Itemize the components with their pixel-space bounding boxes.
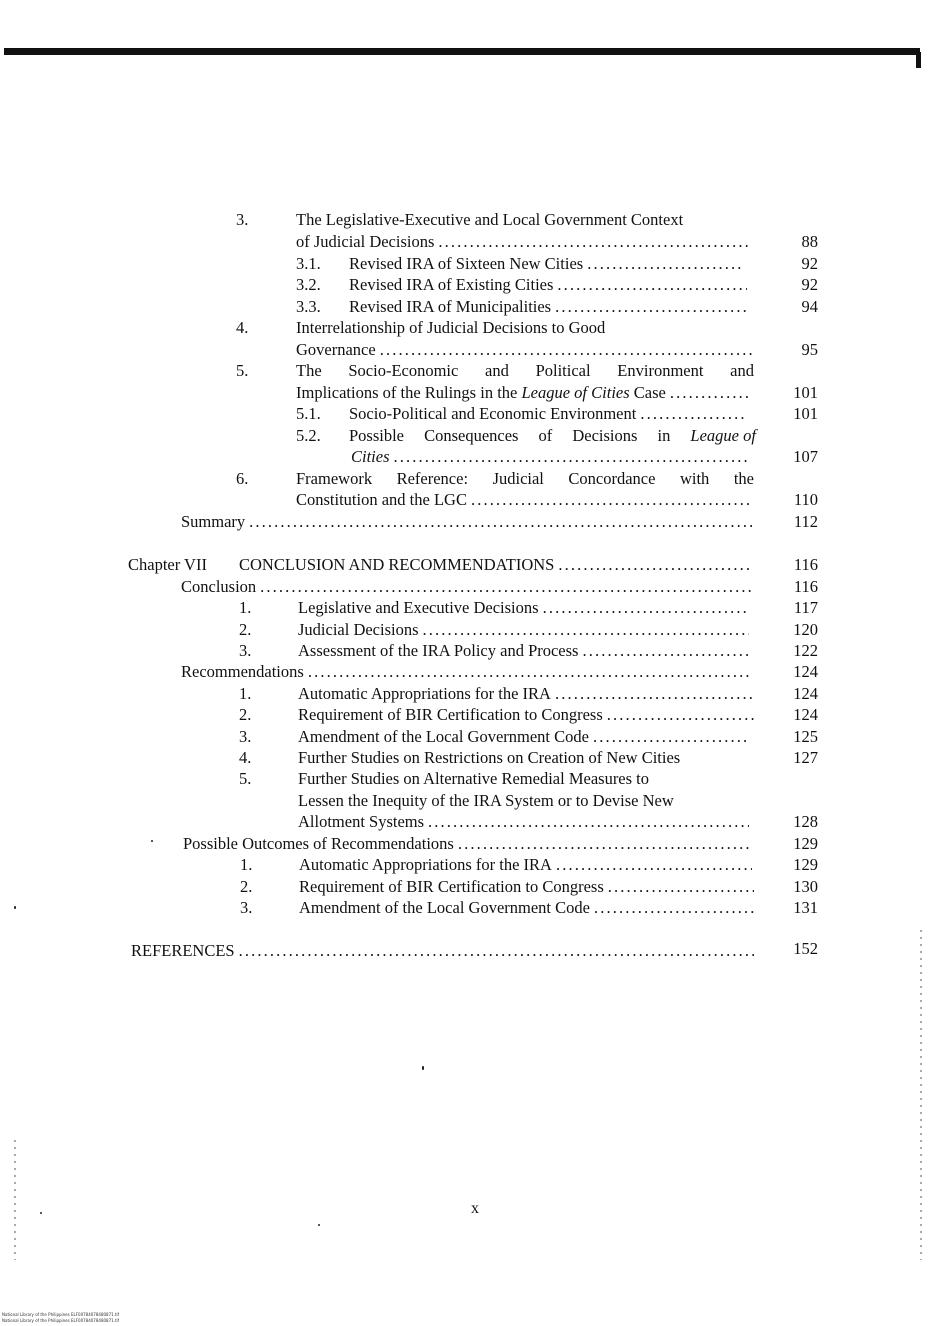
toc-references-entry	[131, 941, 754, 961]
scan-speck	[151, 840, 153, 842]
word: Judicial	[492, 469, 544, 488]
toc-s5-text-pre: Implications of the Rulings in the	[296, 383, 522, 402]
dot-leader	[608, 877, 754, 897]
toc-outcomes-entry	[183, 834, 752, 854]
toc-s52-text: Cities	[351, 447, 390, 466]
toc-r3-page: 125	[793, 727, 818, 746]
dot-leader	[555, 684, 752, 704]
word: Possible	[349, 426, 405, 445]
toc-recommendations-page: 124	[793, 662, 818, 681]
toc-conclusion-entry	[181, 577, 752, 597]
toc-r1-number: 1.	[239, 684, 252, 703]
dot-leader	[394, 447, 747, 467]
toc-s3-title-line2	[296, 232, 752, 252]
word: Political	[535, 361, 591, 380]
toc-c1-text: Legislative and Executive Decisions	[298, 598, 539, 617]
toc-s32-entry	[349, 275, 747, 295]
dot-leader	[556, 855, 752, 875]
toc-conclusion-text: Conclusion	[181, 577, 257, 596]
toc-s5-case-name: League of Cities	[521, 383, 630, 402]
scan-edge-left	[14, 1140, 16, 1260]
word: in	[657, 426, 671, 445]
toc-summary-entry	[181, 512, 752, 532]
word: and	[485, 361, 509, 380]
toc-s4-number: 4.	[236, 318, 249, 337]
toc-c2-number: 2.	[239, 620, 252, 639]
toc-s3-title-line1: The Legislative-Executive and Local Government Context	[296, 210, 684, 229]
toc-p3-number: 3.	[240, 898, 253, 917]
toc-r4-text: Further Studies on Restrictions on Creation of New Cities	[298, 748, 681, 767]
toc-s5-text	[296, 383, 666, 403]
toc-r2-number: 2.	[239, 705, 252, 724]
page-number: x	[471, 1200, 479, 1217]
toc-r5-title-line2: Lessen the Inequity of the IRA System or to Devise New	[298, 791, 674, 810]
scan-edge-right	[920, 930, 922, 1260]
toc-s4-text: Governance	[296, 340, 376, 359]
toc-s3-number: 3.	[236, 210, 249, 229]
toc-p1-text: Automatic Appropriations for the IRA	[299, 855, 552, 874]
word: Environment	[617, 361, 704, 380]
dot-leader	[587, 254, 743, 274]
toc-conclusion-page: 116	[793, 577, 818, 596]
word: Decisions	[572, 426, 638, 445]
dot-leader	[423, 620, 749, 640]
word: Reference:	[396, 469, 469, 488]
scan-speck	[318, 1224, 320, 1226]
dot-leader	[458, 834, 752, 854]
toc-s3-text: of Judicial Decisions	[296, 232, 435, 251]
word: Consequences	[424, 426, 519, 445]
toc-s5-page: 101	[793, 383, 818, 402]
toc-s32-text: Revised IRA of Existing Cities	[349, 275, 554, 294]
toc-r3-number: 3.	[239, 727, 252, 746]
toc-p2-entry	[299, 877, 754, 897]
dot-leader	[249, 512, 752, 532]
toc-c3-number: 3.	[239, 641, 252, 660]
toc-outcomes-text: Possible Outcomes of Recommendations	[183, 834, 454, 853]
dot-leader	[670, 383, 752, 403]
toc-p1-number: 1.	[240, 855, 253, 874]
toc-s52-number: 5.2.	[296, 426, 321, 445]
toc-c2-page: 120	[793, 620, 818, 639]
toc-s33-page: 94	[801, 297, 818, 316]
toc-c3-page: 122	[793, 641, 818, 660]
word: of	[538, 426, 553, 445]
dot-leader	[594, 898, 754, 918]
toc-s52-title-line1	[349, 426, 756, 446]
word: Socio-Economic	[348, 361, 459, 380]
toc-summary-page: 112	[793, 512, 818, 531]
word: Framework	[296, 469, 373, 488]
toc-s51-number: 5.1.	[296, 404, 321, 423]
toc-p3-entry	[299, 898, 754, 918]
toc-r4-page: 127	[793, 748, 818, 767]
dot-leader	[471, 490, 752, 510]
toc-r5-number: 5.	[239, 769, 252, 788]
scan-speck	[14, 906, 16, 909]
dot-leader	[607, 705, 754, 725]
toc-summary-text: Summary	[181, 512, 246, 531]
toc-c3-text: Assessment of the IRA Policy and Process	[298, 641, 579, 660]
dot-leader	[582, 641, 749, 661]
word: with	[679, 469, 710, 488]
dot-leader	[557, 275, 747, 295]
dot-leader	[555, 297, 747, 317]
dot-leader	[640, 404, 747, 424]
toc-ch7-label: Chapter VII	[128, 555, 207, 574]
dot-leader	[438, 232, 752, 252]
toc-r2-text: Requirement of BIR Certification to Congress	[298, 705, 603, 724]
toc-s33-text: Revised IRA of Municipalities	[349, 297, 552, 316]
toc-r2-entry	[298, 705, 754, 725]
toc-s52-page: 107	[793, 447, 818, 466]
toc-outcomes-page: 129	[793, 834, 818, 853]
toc-s5-text-post: Case	[629, 383, 666, 402]
scan-top-border	[4, 48, 920, 55]
toc-s33-entry	[349, 297, 747, 317]
toc-s51-text: Socio-Political and Economic Environment	[349, 404, 637, 423]
dot-leader	[428, 812, 749, 832]
toc-r1-entry	[298, 684, 752, 704]
toc-ch7-entry	[239, 555, 749, 575]
toc-ch7-page: 116	[793, 555, 818, 574]
toc-s6-title-line1	[296, 469, 754, 489]
toc-s51-entry	[349, 404, 747, 424]
archive-stamp-line1: National Library of the Philippines ELF00784078480871.tif	[2, 1312, 120, 1317]
toc-ch7-title: CONCLUSION AND RECOMMENDATIONS	[239, 555, 555, 574]
toc-s5-title-line2	[296, 383, 752, 403]
toc-p2-page: 130	[793, 877, 818, 896]
toc-s4-page: 95	[801, 340, 818, 359]
toc-s6-page: 110	[793, 490, 818, 509]
dot-leader	[380, 340, 752, 360]
toc-p1-entry	[299, 855, 752, 875]
toc-s51-page: 101	[793, 404, 818, 423]
toc-s32-number: 3.2.	[296, 275, 321, 294]
toc-r2-page: 124	[793, 705, 818, 724]
toc-s52-case-name: League of	[690, 426, 756, 445]
toc-p3-text: Amendment of the Local Government Code	[299, 898, 590, 917]
word: The	[296, 361, 322, 380]
toc-r5-text: Allotment Systems	[298, 812, 425, 831]
toc-s31-number: 3.1.	[296, 254, 321, 273]
toc-c1-entry	[298, 598, 749, 618]
dot-leader	[308, 662, 752, 682]
toc-r1-page: 124	[793, 684, 818, 703]
toc-references-text: REFERENCES	[131, 941, 235, 960]
toc-r1-text: Automatic Appropriations for the IRA	[298, 684, 551, 703]
dot-leader	[239, 941, 754, 961]
dot-leader	[593, 727, 749, 747]
toc-recommendations-entry	[181, 662, 752, 682]
toc-p2-text: Requirement of BIR Certification to Congress	[299, 877, 604, 896]
toc-c1-page: 117	[793, 598, 818, 617]
toc-s3-page: 88	[801, 232, 818, 251]
toc-r3-text: Amendment of the Local Government Code	[298, 727, 589, 746]
scan-speck	[40, 1212, 42, 1214]
toc-s6-number: 6.	[236, 469, 249, 488]
toc-s31-entry	[349, 254, 743, 274]
toc-c2-entry	[298, 620, 749, 640]
toc-c1-number: 1.	[239, 598, 252, 617]
toc-s4-title-line1: Interrelationship of Judicial Decisions to Good	[296, 318, 606, 337]
toc-r3-entry	[298, 727, 749, 747]
word: the	[733, 469, 754, 488]
toc-r5-title-line1: Further Studies on Alternative Remedial Measures to	[298, 769, 650, 788]
toc-s6-title-line2	[296, 490, 752, 510]
dot-leader	[543, 598, 749, 618]
archive-stamp-line2: National Library of the Philippines ELF00784078480871.tif	[2, 1318, 120, 1323]
toc-s4-title-line2	[296, 340, 752, 360]
toc-s33-number: 3.3.	[296, 297, 321, 316]
toc-c2-text: Judicial Decisions	[298, 620, 419, 639]
toc-recommendations-text: Recommendations	[181, 662, 304, 681]
toc-p2-number: 2.	[240, 877, 253, 896]
toc-s6-text: Constitution and the LGC	[296, 490, 467, 509]
toc-s31-text: Revised IRA of Sixteen New Cities	[349, 254, 584, 273]
dot-leader	[558, 555, 749, 575]
toc-r5-title-line3	[298, 812, 749, 832]
toc-s32-page: 92	[801, 275, 818, 294]
toc-s5-number: 5.	[236, 361, 249, 380]
toc-s5-title-line1	[296, 361, 754, 381]
toc-r4-number: 4.	[239, 748, 252, 767]
scan-speck	[422, 1066, 424, 1070]
word: and	[730, 361, 754, 380]
scan-border-end-mark	[916, 52, 921, 68]
toc-c3-entry	[298, 641, 749, 661]
toc-s31-page: 92	[801, 254, 818, 273]
word: Concordance	[568, 469, 656, 488]
toc-references-page: 152	[793, 939, 818, 958]
dot-leader	[260, 577, 752, 597]
toc-r5-page: 128	[793, 812, 818, 831]
toc-p3-page: 131	[793, 898, 818, 917]
toc-s52-title-line2	[351, 447, 747, 467]
toc-p1-page: 129	[793, 855, 818, 874]
